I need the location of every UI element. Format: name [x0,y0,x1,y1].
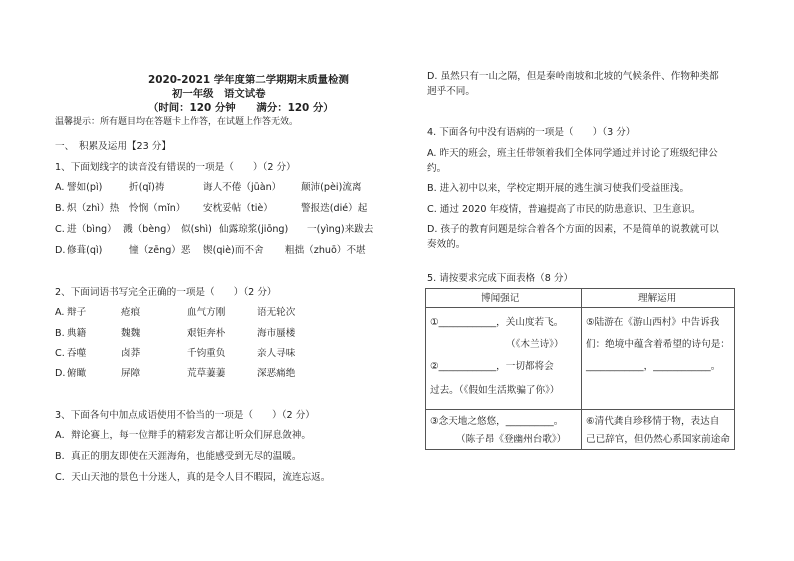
table-divider [581,289,582,449]
option-item: 溅（bèng） [123,224,176,235]
option-letter: D. [55,368,66,379]
option-item: 血气方刚 [187,307,226,318]
option-item: 海市蜃楼 [257,328,296,339]
table-header-recall: 博闻强记 [481,293,520,304]
table-header-apply: 理解运用 [638,293,677,304]
table-cell-text: （陈子昂《登幽州台歌》） [456,434,567,445]
table-cell-text: ⑤陆游在《游山西村》中告诉我 [586,317,720,328]
right-carryover-line-2: 迥乎不同。 [427,86,475,97]
option-item: 炽（zhì）热 [67,203,120,214]
option-item: 亲人寻味 [257,348,296,359]
option-letter: B. [55,203,65,214]
option-item: 修葺(qì) [67,245,103,256]
question-3-stem: 3、下面各句中加点成语使用不恰当的一项是（ ）（2 分） [55,410,315,421]
option-item: 憧（zēng）恶 [129,245,191,256]
option-item: 一(yìng)来跋去 [307,224,374,235]
option-item: 仙露琼浆(jiōng) [219,224,289,235]
option-item: 进（bìng） [67,224,117,235]
table-cell-text: （《木兰诗》） [506,339,564,350]
option-item: 语无轮次 [257,307,296,318]
q4-line: B. 进入初中以来，学校定期开展的逃生演习使我们受益匪浅。 [427,183,690,194]
exam-subtitle: 初一年级 语文试卷 [172,88,266,100]
exam-time-line: （时间：120 分钟 满分：120 分） [148,102,334,114]
question-5-stem: 5. 请按要求完成下面表格（8 分） [427,273,574,284]
option-item: 辩子 [67,307,87,318]
table-cell-text: 己已辞官，但仍然心系国家前途命 [586,434,730,445]
q3-option-c: C．天山天池的景色十分迷人，真的是令人目不暇园，流连忘返。 [55,472,331,483]
question-2-stem: 2、下面词语书写完全正确的一项是（ ）（2 分） [55,287,277,298]
table-cell-text: ②____________，一切都将会 [430,361,554,372]
option-letter: C. [55,224,65,235]
option-item: 屏障 [121,368,141,379]
option-item: 典籍 [67,328,87,339]
option-item: 千钧重负 [187,348,226,359]
question-4-stem: 4. 下面各句中没有语病的一项是（ ）（3 分） [427,127,636,138]
table-cell-text: 过去。（《假如生活欺骗了你》） [430,385,560,396]
option-item: 荒草萋萋 [187,368,226,379]
q4-line: C. 通过 2020 年疫情，普遍提高了市民的防患意识、卫生意识。 [427,204,701,215]
option-letter: A. [55,182,65,193]
option-item: 卤莽 [121,348,141,359]
option-item: 魏魏 [121,328,141,339]
q3-option-b: B．真正的朋友即使在天涯海角，也能感受到无尽的温暖。 [55,451,302,462]
option-item: 深恶痛绝 [257,368,296,379]
table-cell-text: ⑥清代龚自珍移情于物，表达自 [586,416,720,427]
option-letter: D. [55,245,66,256]
answer-table [425,288,735,450]
table-cell-text: ③念天地之悠悠，__________。 [430,416,564,427]
option-item: 疮痕 [121,307,141,318]
option-item: 安枕妥帖（tiè） [203,203,273,214]
option-item: 譬如(pì) [67,182,103,193]
table-cell-text: ____________，____________。 [586,361,721,372]
option-item: 警报迭(dié）起 [301,203,368,214]
option-letter: C. [55,348,65,359]
q4-line: A. 昨天的班会，班主任带领着我们全体同学通过并讨论了班级纪律公 [427,148,718,159]
option-item: 吞噬 [67,348,87,359]
right-carryover-line-1: D. 虽然只有一山之隔，但是秦岭南坡和北坡的气候条件、作物种类都 [427,71,719,82]
table-divider [426,409,734,410]
q3-option-a: A．辩论赛上，每一位辩手的精彩发言都让听众们屏息敛神。 [55,430,311,441]
option-item: 锲(qiè)而不舍 [203,245,264,256]
exam-title: 2020-2021 学年度第二学期期末质量检测 [148,74,349,86]
option-item: 怜悯（mǐn） [129,203,186,214]
option-item: 俯瞰 [67,368,87,379]
section-heading: 一、 积累及运用【23 分】 [55,141,171,152]
option-item: 折(qǐ)祷 [129,182,165,193]
option-letter: A. [55,307,65,318]
option-item: 诲人不倦（jūàn） [203,182,282,193]
option-item: 颠沛(pèi)流离 [301,182,362,193]
option-item: 粗拙（zhuō）不堪 [285,245,366,256]
option-item: 艰钜奔朴 [187,328,226,339]
option-item: 似(shì) [181,224,212,235]
exam-notice: 温馨提示：所有题目均在答题卡上作答，在试题上作答无效。 [55,117,299,127]
q4-line: D. 孩子的教育问题是综合着各个方面的因素，不是简单的说教就可以 [427,224,719,235]
table-cell-text: 们：绝境中蕴含着希望的诗句是： [586,339,730,350]
table-cell-text: ①____________，关山度若飞。 [430,317,564,328]
q4-line: 奏效的。 [427,239,466,250]
option-letter: B. [55,328,65,339]
question-1-stem: 1、下面划线字的读音没有错误的一项是（ ）（2 分） [55,162,296,173]
table-divider [426,307,734,308]
q4-line: 约。 [427,163,447,174]
